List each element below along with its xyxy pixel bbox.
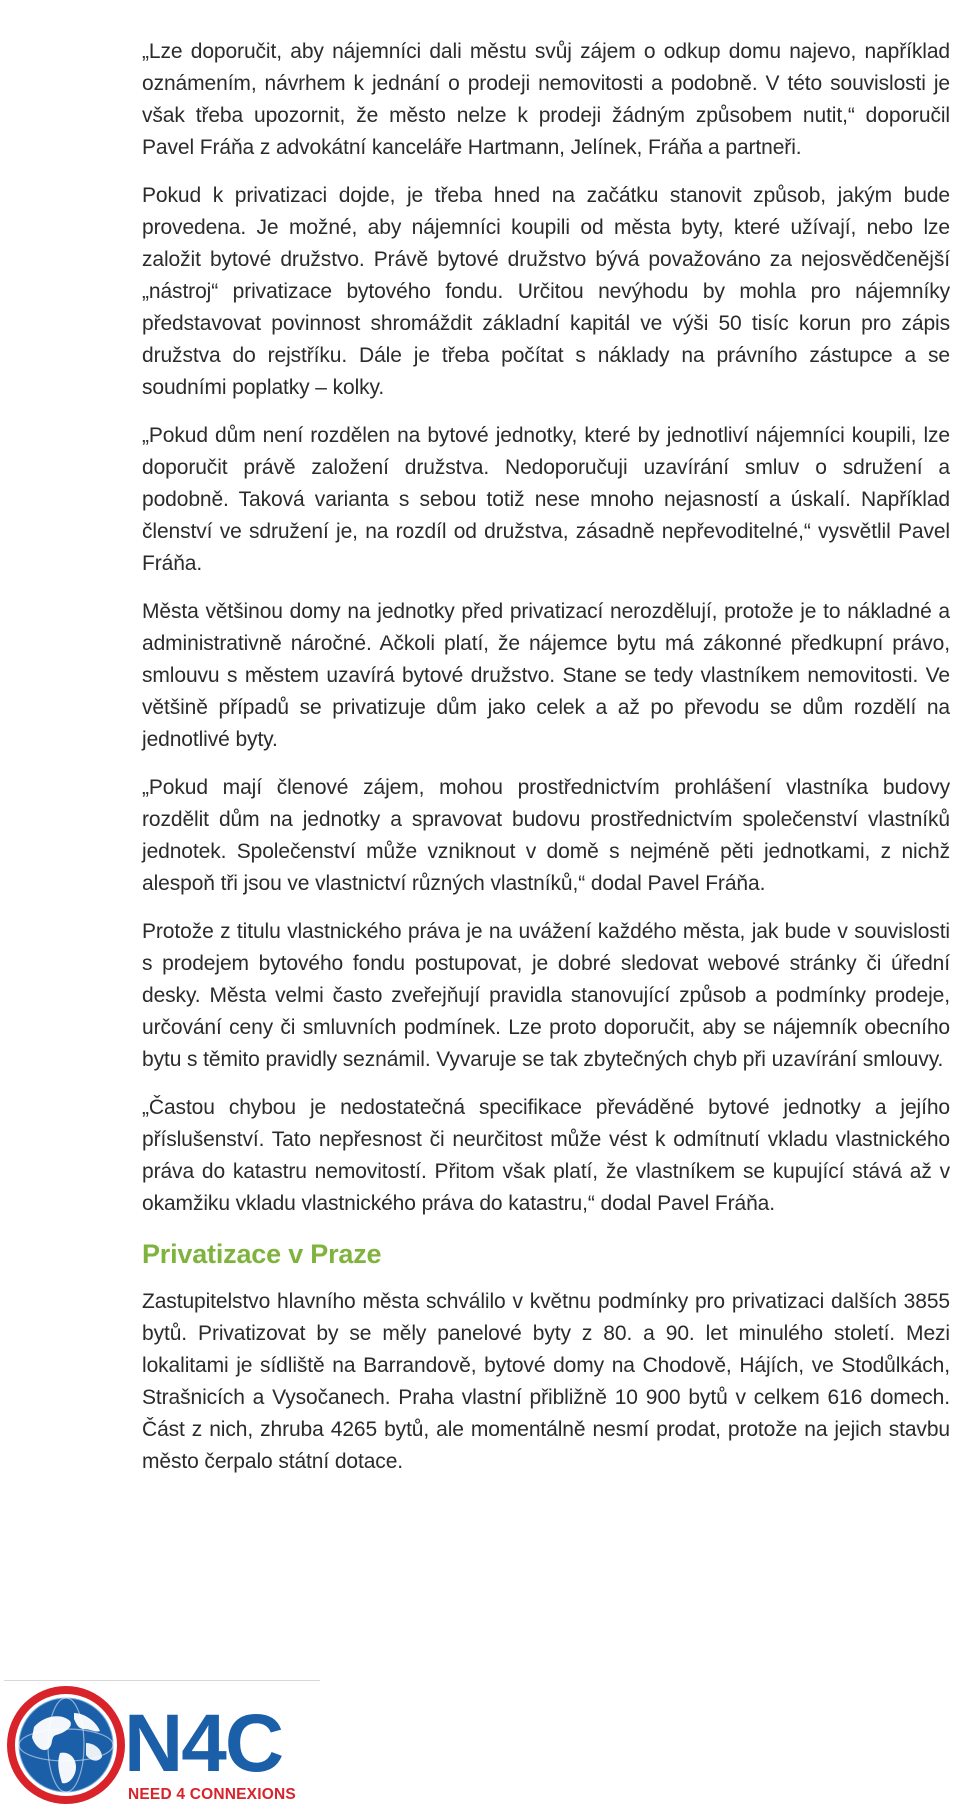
logo-divider — [4, 1680, 320, 1681]
article-paragraph: „Pokud mají členové zájem, mohou prostřednictvím prohlášení vlastníka budovy rozdělit dům na jednotky a spravovat budovu prostřednictvím společenství vlastníků jednotek. Společenství může vzniknout v domě s nejméně pěti jednotkami, z nichž alespoň tři jsou ve vlastnictví různých vlastníků,“ dodal Pavel Fráňa. — [142, 776, 950, 895]
article-paragraph: Města většinou domy na jednotky před privatizací nerozdělují, protože je to nákladné a administrativně náročné. Ačkoli platí, že nájemce bytu má zákonné předkupní právo, smlouvu s městem uzavírá bytové družstvo. Stane se tedy vlastníkem nemovitosti. Ve většině případů se privatizuje dům jako celek a až po převodu se dům rozdělí na jednotlivé byty. — [142, 600, 950, 751]
section-heading: Privatizace v Praze — [142, 1239, 382, 1269]
logo-mark: N4C — [124, 1698, 283, 1789]
article-paragraph: Pokud k privatizaci dojde, je třeba hned na začátku stanovit způsob, jakým bude provedena. Je možné, aby nájemníci koupili od města byty, které užívají, nebo lze založit bytové družstvo. Právě bytové družstvo bývá považováno za nejosvědčenější „nástroj“ privatizace bytového fondu. Určitou nevýhodu by mohla pro nájemníky představovat povinnost shromáždit základní kapitál ve výši 50 tisíc korun pro zápis družstva do rejstříku. Dále je třeba počítat s náklady na právního zástupce a se soudními poplatky – kolky. — [142, 184, 950, 399]
logo-graphic — [4, 1683, 324, 1808]
n4c-logo — [4, 1683, 324, 1808]
article-body — [142, 36, 950, 1494]
section-paragraph: Zastupitelstvo hlavního města schválilo v květnu podmínky pro privatizaci dalších 3855 bytů. Privatizovat by se měly panelové byty z 80. a 90. let minulého století. Mezi lokalitami je sídliště na Barrandově, bytové domy na Chodově, Hájích, ve Stodůlkách, Strašnicích a Vysočanech. Praha vlastní přibližně 10 900 bytů v celkem 616 domech. Část z nich, zhruba 4265 bytů, ale momentálně nesmí prodat, protože na jejich stavbu město čerpalo státní dotace. — [142, 1290, 950, 1473]
logo-tagline: NEED 4 CONNEXIONS — [128, 1786, 296, 1803]
globe-icon — [7, 1686, 125, 1804]
article-paragraph: „Lze doporučit, aby nájemníci dali městu svůj zájem o odkup domu najevo, například oznámením, návrhem k jednání o prodeji nemovitosti a podobně. V této souvislosti je však třeba upozornit, že město nelze k prodeji žádným způsobem nutit,“ doporučil Pavel Fráňa z advokátní kanceláře Hartmann, Jelínek, Fráňa a partneři. — [142, 40, 950, 159]
article-paragraph: „Pokud dům není rozdělen na bytové jednotky, které by jednotliví nájemníci koupili, lze doporučit právě založení družstva. Nedoporučuji uzavírání smluv o sdružení a podobně. Taková varianta s sebou totiž nese mnoho nejasností a úskalí. Například členství ve sdružení je, na rozdíl od družstva, zásadně nepřevoditelné,“ vysvětlil Pavel Fráňa. — [142, 424, 950, 575]
article-paragraph: „Častou chybou je nedostatečná specifikace převáděné bytové jednotky a jejího příslušenství. Tato nepřesnost či neurčitost může vést k odmítnutí vkladu vlastnického práva do katastru nemovitostí. Přitom však platí, že vlastníkem se kupující stává až v okamžiku vkladu vlastnického práva do katastru,“ dodal Pavel Fráňa. — [142, 1096, 950, 1215]
article-paragraph: Protože z titulu vlastnického práva je na uvážení každého města, jak bude v souvislosti s prodejem bytového fondu postupovat, je dobré sledovat webové stránky či úřední desky. Města velmi často zveřejňují pravidla stanovující způsob a podmínky prodeje, určování ceny či smluvních podmínek. Lze proto doporučit, aby se nájemník obecního bytu s těmito pravidly seznámil. Vyvaruje se tak zbytečných chyb při uzavírání smlouvy. — [142, 920, 950, 1071]
